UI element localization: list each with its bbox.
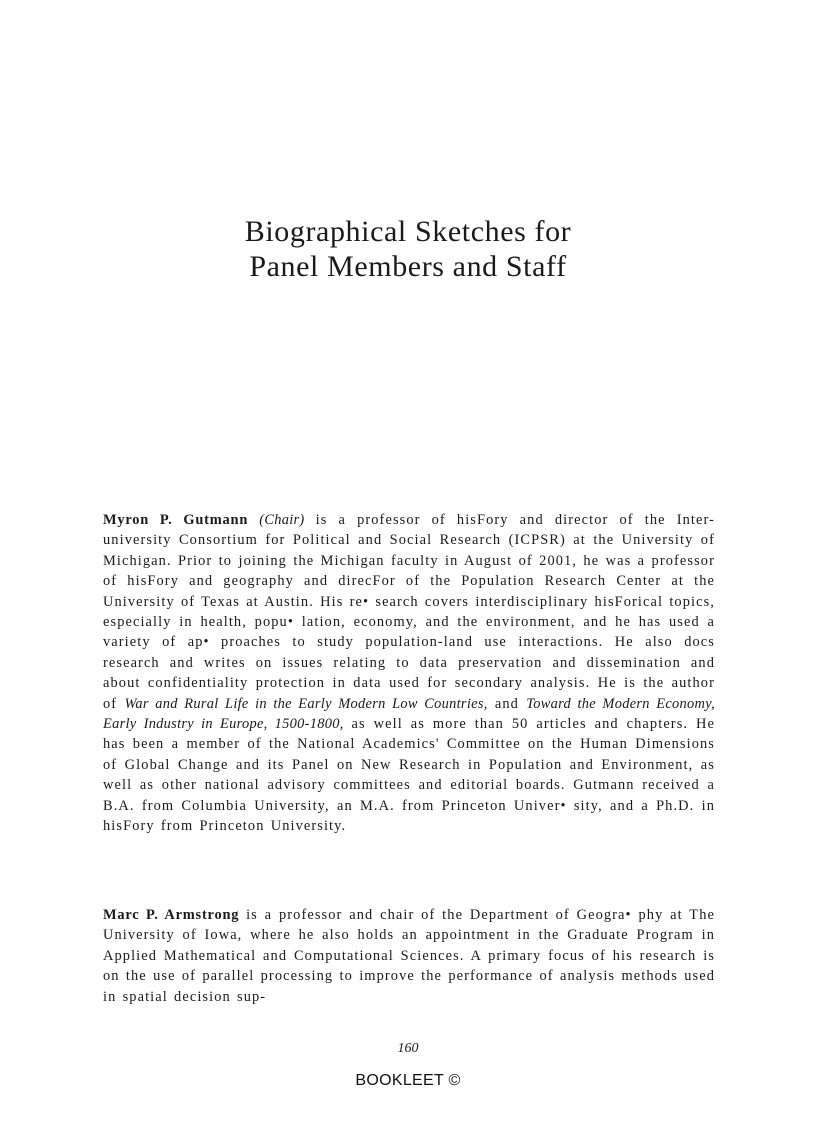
book-title: Toward the Modern Economy, Early Industry in Europe, 1500-1800, [103, 695, 716, 733]
watermark: BOOKLEET © [355, 1072, 461, 1089]
bio-text: as well as more than 50 articles and chapters. He has been a member of the National Academics' Committee on the Human Dimensions of Global Change and its Panel on New Research in Population and Environment, as well as other national advisory committees and editorial boards. Gutmann received a B.A. from Columbia University, an M.A. from Princeton Univer• sity, and a Ph.D. in hisFory from Princeton University. [103, 716, 715, 835]
bio-text: is a professor of hisFory and director of the Inter-university Consortium for Political and Social Research (ICPSR) at the University of Michigan. Prior to joining the Michigan faculty in August of 2001, he was a professor of hisFory and geography and direcFor of the Population Research Center at the University of Texas at Austin. His re• search covers interdisciplinary hisForical topics, especially in health, popu• lation, economy, and the environment, and he has used a variety of ap• proaches to study population-land use interactions. He also docs research and writes on issues relating to data preservation and dissemination and about confidentiality protection in data used for secondary analysis. He is the author of [103, 512, 715, 712]
bio-role: (Chair) [259, 512, 305, 528]
page-title [0, 214, 816, 284]
page-title-line-1: Biographical Sketches for [244, 215, 572, 248]
page-title-line-2: Panel Members and Staff [249, 250, 567, 283]
bio-name: Marc P. Armstrong [103, 907, 240, 923]
bio-name: Myron P. Gutmann [103, 512, 249, 528]
bio-text: and [487, 695, 527, 712]
bio-text: is a professor and chair of the Department of Geogra• phy at The University of Iowa, where he also holds an appointment in the Graduate Program in Applied Mathematical and Computational Sciences. A primary focus of his research is on the use of parallel processing to improve the performance of analysis methods used in spatial decision sup- [103, 907, 715, 1005]
book-title: War and Rural Life in the Early Modern Low Countries, [124, 695, 488, 712]
bio-paragraph-gutmann [103, 510, 715, 837]
bio-paragraph-armstrong [103, 905, 715, 1007]
page-number: 160 [397, 1041, 419, 1056]
